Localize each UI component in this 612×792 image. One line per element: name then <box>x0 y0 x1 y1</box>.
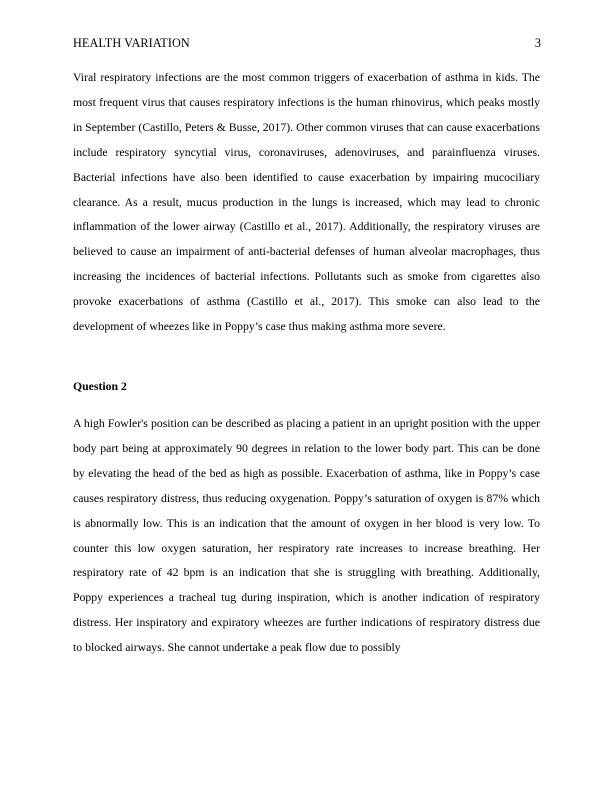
section-heading-question-2: Question 2 <box>73 380 127 393</box>
body-paragraph-1: Viral respiratory infections are the most common triggers of exacerbation of asthma in kids. The most frequent virus that causes respiratory infections is the human rhinovirus, which peaks mostly in September (Castillo, Peters & Busse, 2017). Other common viruses that can cause exacerbations include respiratory syncytial virus, coronaviruses, adenoviruses, and parainfluenza viruses. Bacterial infections have also been identified to cause exacerbation by impairing mucociliary clearance. As a result, mucus production in the lungs is increased, which may lead to chronic inflammation of the lower airway (Castillo et al., 2017). Additionally, the respiratory viruses are believed to cause an impairment of anti-bacterial defenses of human alveolar macrophages, thus increasing the incidences of bacterial infections. Pollutants such as smoke from cigarettes also provoke exacerbations of asthma (Castillo et al., 2017). This smoke can also lead to the development of wheezes like in Poppy’s case thus making asthma more severe. <box>73 71 540 334</box>
running-head: HEALTH VARIATION <box>73 36 190 50</box>
body-paragraph-2: A high Fowler's position can be described as placing a patient in an upright position with the upper body part being at approximately 90 degrees in relation to the lower body part. This can be done by elevating the head of the bed as high as possible. Exacerbation of asthma, like in Poppy’s case causes respiratory distress, thus reducing oxygenation. Poppy’s saturation of oxygen is 87% which is abnormally low. This is an indication that the amount of oxygen in her blood is very low. To counter this low oxygen saturation, her respiratory rate increases to increase breathing. Her respiratory rate of 42 bpm is an indication that she is struggling with breathing. Additionally, Poppy experiences a tracheal tug during inspiration, which is another indication of respiratory distress. Her inspiratory and expiratory wheezes are further indications of respiratory distress due to blocked airways. She cannot undertake a peak flow due to possibly <box>73 417 540 655</box>
page-number: 3 <box>534 36 541 50</box>
